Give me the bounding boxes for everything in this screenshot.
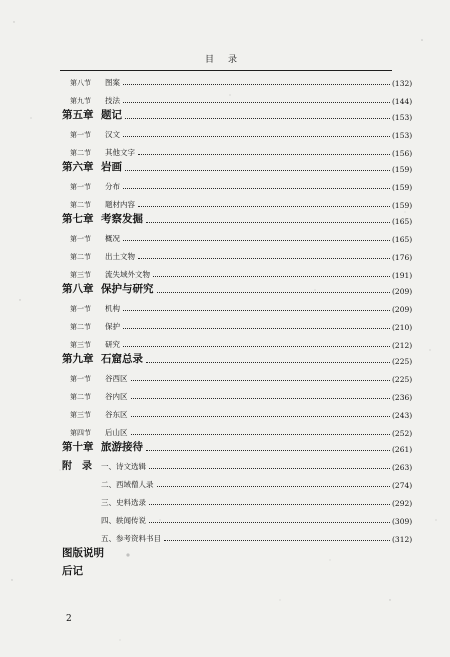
dot-leader	[123, 239, 390, 241]
toc-row	[0, 126, 450, 140]
toc-entry-title: 分布	[105, 182, 120, 191]
toc-entry-number: 第一节	[70, 235, 91, 243]
toc-page-number: (132)	[392, 79, 413, 88]
dot-leader	[157, 485, 391, 487]
toc-page-number: (191)	[392, 271, 413, 280]
toc-entry-number: 第一节	[70, 305, 91, 313]
dot-leader	[149, 503, 390, 505]
toc-entry-title: 后记	[62, 565, 83, 577]
toc-entry-number: 第二节	[70, 201, 91, 209]
toc-page-number: (225)	[392, 357, 413, 366]
dot-leader	[138, 153, 390, 155]
toc-entry-title: 保护与研究	[101, 283, 154, 295]
toc-entry-title: 技法	[105, 96, 120, 105]
toc-row	[0, 230, 450, 244]
toc-page-number: (261)	[392, 445, 413, 454]
toc-entry-number: 第三节	[70, 411, 91, 419]
toc-row	[0, 370, 450, 384]
toc-row	[0, 530, 450, 544]
toc-row	[0, 336, 450, 350]
toc-page-number: (153)	[392, 131, 413, 140]
toc-entry-number: 第八节	[70, 79, 91, 87]
dot-leader	[131, 379, 391, 381]
toc-page-number: (263)	[392, 463, 413, 472]
dot-leader	[149, 521, 390, 523]
dot-leader	[123, 187, 390, 189]
toc-row	[0, 266, 450, 280]
toc-row	[0, 424, 450, 438]
toc-row	[0, 92, 450, 106]
toc-entry-title: 谷西区	[105, 374, 128, 383]
toc-page-number: (274)	[392, 481, 413, 490]
dot-leader	[131, 433, 391, 435]
dot-leader	[146, 449, 390, 451]
toc-entry-title: 流失域外文物	[105, 270, 150, 279]
toc-page-number: (210)	[392, 323, 413, 332]
toc-entry-number: 第二节	[70, 149, 91, 157]
toc-row	[0, 458, 450, 472]
dot-leader	[123, 309, 390, 311]
toc-page-number: (309)	[392, 517, 413, 526]
toc-entry-title: 出土文物	[105, 252, 135, 261]
toc-page-number: (165)	[392, 235, 413, 244]
toc-row	[0, 160, 450, 174]
toc-entry-number: 第二节	[70, 253, 91, 261]
toc-entry-title: 五、参考资料书目	[101, 534, 161, 543]
toc-entry-title: 岩画	[101, 161, 122, 173]
toc-page-number: (159)	[392, 201, 413, 210]
page-header-title: 目录	[204, 55, 251, 65]
toc-page-number: (212)	[392, 341, 413, 350]
toc-page-number: (225)	[392, 375, 413, 384]
toc-page-number: (165)	[392, 217, 413, 226]
toc-entry-number: 第六章	[62, 161, 94, 173]
toc-entry-number: 第二节	[70, 393, 91, 401]
header-rule	[60, 70, 392, 71]
toc-page-number: (144)	[392, 97, 413, 106]
toc-entry-title: 考察发掘	[101, 213, 143, 225]
dot-leader	[138, 257, 390, 259]
toc-entry-title: 图版说明	[62, 547, 104, 559]
toc-page-number: (292)	[392, 499, 413, 508]
toc-entry-title: 一、诗文选辑	[101, 462, 146, 471]
toc-entry-title: 概况	[105, 234, 120, 243]
toc-row	[0, 144, 450, 158]
toc-entry-title: 谷东区	[105, 410, 128, 419]
toc-row	[0, 388, 450, 402]
toc-entry-title: 其他文字	[105, 148, 135, 157]
toc-entry-title: 研究	[105, 340, 120, 349]
toc-entry-number: 第九章	[62, 353, 94, 365]
dot-leader	[153, 275, 390, 277]
toc-entry-number: 第三节	[70, 271, 91, 279]
toc-entry-title: 四、轶闻传说	[101, 516, 146, 525]
toc-entry-title: 石窟总录	[101, 353, 143, 365]
toc-entry-title: 汉文	[105, 130, 120, 139]
toc-entry-number: 第一节	[70, 131, 91, 139]
toc-page-number: (236)	[392, 393, 413, 402]
toc-entry-title: 题记	[101, 109, 122, 121]
toc-page-number: (153)	[392, 113, 413, 122]
toc-row	[0, 108, 450, 122]
toc-entry-number: 第一节	[70, 183, 91, 191]
toc-row	[0, 476, 450, 490]
toc-row	[0, 178, 450, 192]
toc-row	[0, 352, 450, 366]
toc-entry-number: 第九节	[70, 97, 91, 105]
toc-row	[0, 282, 450, 296]
toc-page-number: (159)	[392, 165, 413, 174]
toc-entry-title: 三、史料选录	[101, 498, 146, 507]
dot-leader	[123, 327, 390, 329]
toc-row	[0, 196, 450, 210]
toc-entry-title: 旅游接待	[101, 441, 143, 453]
toc-row	[0, 512, 450, 526]
toc-entry-number: 第八章	[62, 283, 94, 295]
dot-leader	[146, 361, 390, 363]
dot-leader	[138, 205, 390, 207]
toc-page-number: (159)	[392, 183, 413, 192]
toc-entry-title: 二、西域僧人录	[101, 480, 154, 489]
dot-leader	[125, 169, 390, 171]
dot-leader	[123, 83, 390, 85]
dot-leader	[123, 345, 390, 347]
toc-entry-number: 第五章	[62, 109, 94, 121]
toc-row	[0, 440, 450, 454]
toc-page-number: (156)	[392, 149, 413, 158]
toc-entry-title: 后山区	[105, 428, 128, 437]
toc-row	[0, 74, 450, 88]
toc-page-number: (209)	[392, 287, 413, 296]
toc-entry-number: 第七章	[62, 213, 94, 225]
toc-page-number: (243)	[392, 411, 413, 420]
toc-page-number: (176)	[392, 253, 413, 262]
toc-entry-number: 第二节	[70, 323, 91, 331]
toc-row	[0, 300, 450, 314]
toc-entry-title: 题材内容	[105, 200, 135, 209]
toc-entry-title: 图案	[105, 78, 120, 87]
page-number: 2	[66, 614, 72, 624]
dot-leader	[146, 221, 390, 223]
toc-page-number: (252)	[392, 429, 413, 438]
toc-row	[0, 564, 450, 578]
toc-row	[0, 546, 450, 560]
dot-leader	[164, 539, 390, 541]
toc-page-number: (312)	[392, 535, 413, 544]
dot-leader	[157, 291, 391, 293]
dot-leader	[131, 415, 391, 417]
toc-entry-number: 第一节	[70, 375, 91, 383]
toc-row	[0, 494, 450, 508]
toc-row	[0, 406, 450, 420]
dot-leader	[123, 135, 390, 137]
toc-entry-title: 机构	[105, 304, 120, 313]
dot-leader	[123, 101, 390, 103]
toc-entry-number: 第十章	[62, 441, 94, 453]
toc-entry-number: 第三节	[70, 341, 91, 349]
dot-leader	[125, 117, 390, 119]
toc-entry-number: 附 录	[62, 461, 92, 472]
toc-page-number: (209)	[392, 305, 413, 314]
toc-row	[0, 248, 450, 262]
dot-leader	[131, 397, 391, 399]
toc-row	[0, 318, 450, 332]
toc-entry-number: 第四节	[70, 429, 91, 437]
dot-leader	[149, 467, 390, 469]
toc-entry-title: 保护	[105, 322, 120, 331]
toc-row	[0, 212, 450, 226]
toc-entry-title: 谷内区	[105, 392, 128, 401]
